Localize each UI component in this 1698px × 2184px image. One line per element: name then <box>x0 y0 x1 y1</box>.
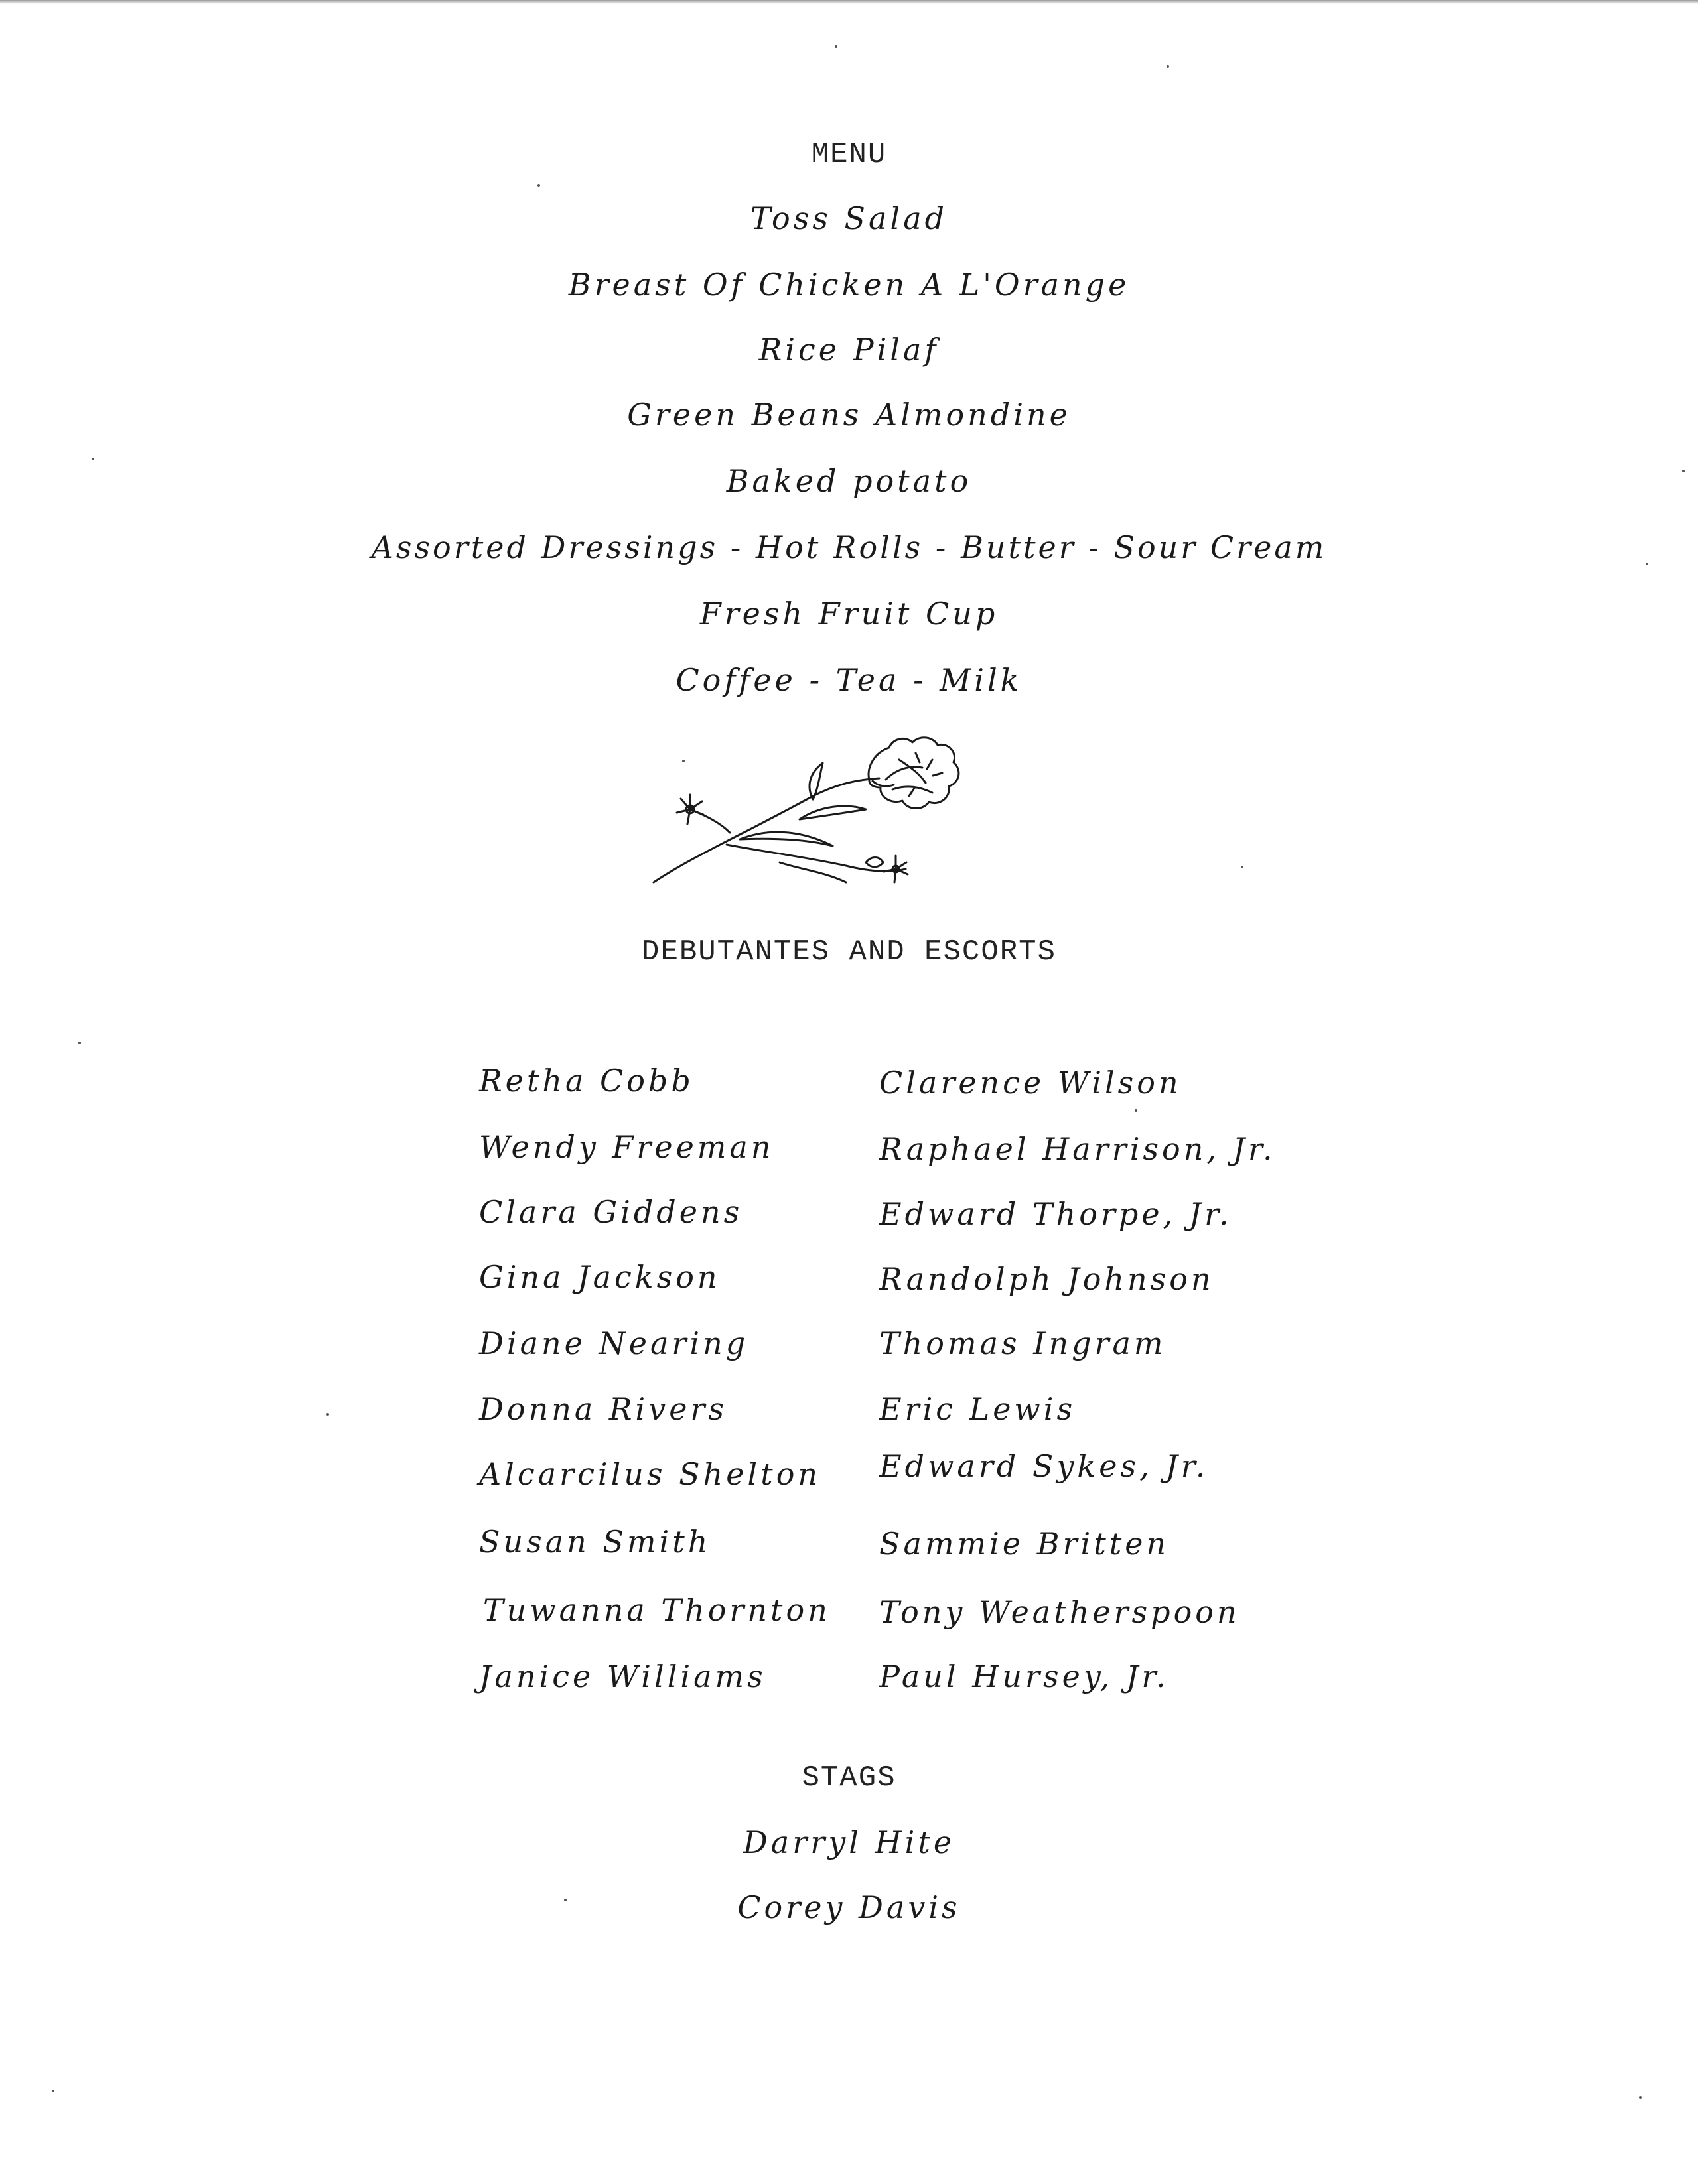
debutante-name: Susan Smith <box>479 1524 711 1560</box>
scan-speck <box>1682 470 1685 472</box>
scan-speck <box>564 1899 567 1901</box>
scan-speck <box>537 184 540 187</box>
menu-item: Breast Of Chicken A L'Orange <box>568 267 1130 303</box>
carnation-flower-drawing <box>647 733 965 896</box>
scan-speck <box>78 1042 81 1044</box>
debutante-name: Gina Jackson <box>479 1259 721 1295</box>
escort-name: Clarence Wilson <box>879 1065 1182 1101</box>
menu-item: Baked potato <box>726 463 972 499</box>
escort-name: Tony Weatherspoon <box>879 1594 1240 1630</box>
scan-top-edge <box>0 0 1698 4</box>
scan-speck <box>1639 2096 1642 2099</box>
debutante-name: Retha Cobb <box>479 1063 694 1099</box>
menu-item: Fresh Fruit Cup <box>699 596 999 632</box>
menu-item: Rice Pilaf <box>758 332 940 368</box>
escort-name: Sammie Britten <box>879 1526 1170 1562</box>
debutante-name: Donna Rivers <box>479 1391 728 1427</box>
menu-item: Assorted Dressings - Hot Rolls - Butter - Sour Cream <box>371 529 1327 565</box>
debutante-name: Clara Giddens <box>479 1194 743 1230</box>
menu-item: Green Beans Almondine <box>627 397 1071 433</box>
debutante-name: Diane Nearing <box>479 1326 749 1361</box>
scan-speck <box>92 458 94 460</box>
scan-speck <box>1135 1109 1137 1112</box>
debutante-name: Wendy Freeman <box>479 1129 774 1165</box>
stag-name: Corey Davis <box>737 1889 961 1925</box>
debutante-name: Tuwanna Thornton <box>483 1592 831 1628</box>
scan-speck <box>1241 866 1243 868</box>
debutante-name: Alcarcilus Shelton <box>479 1456 821 1492</box>
stag-name: Darryl Hite <box>743 1824 955 1860</box>
debutantes-heading: DEBUTANTES AND ESCORTS <box>642 935 1056 969</box>
escort-name: Raphael Harrison, Jr. <box>879 1131 1276 1167</box>
escort-name: Edward Sykes, Jr. <box>879 1448 1209 1484</box>
scan-speck <box>835 45 837 48</box>
scan-speck <box>682 760 685 762</box>
escort-name: Thomas Ingram <box>879 1326 1167 1361</box>
menu-item: Toss Salad <box>750 200 948 236</box>
stags-heading: STAGS <box>802 1761 896 1795</box>
debutante-name: Janice Williams <box>479 1659 766 1694</box>
escort-name: Randolph Johnson <box>879 1261 1214 1297</box>
scan-speck <box>1646 563 1648 565</box>
scan-speck <box>1167 65 1169 68</box>
escort-name: Paul Hursey, Jr. <box>879 1659 1169 1694</box>
menu-item: Coffee - Tea - Milk <box>675 662 1023 698</box>
escort-name: Eric Lewis <box>879 1391 1076 1427</box>
menu-heading: MENU <box>811 138 887 171</box>
escort-name: Edward Thorpe, Jr. <box>879 1196 1232 1232</box>
scan-speck <box>52 2090 54 2092</box>
scan-speck <box>326 1413 329 1416</box>
